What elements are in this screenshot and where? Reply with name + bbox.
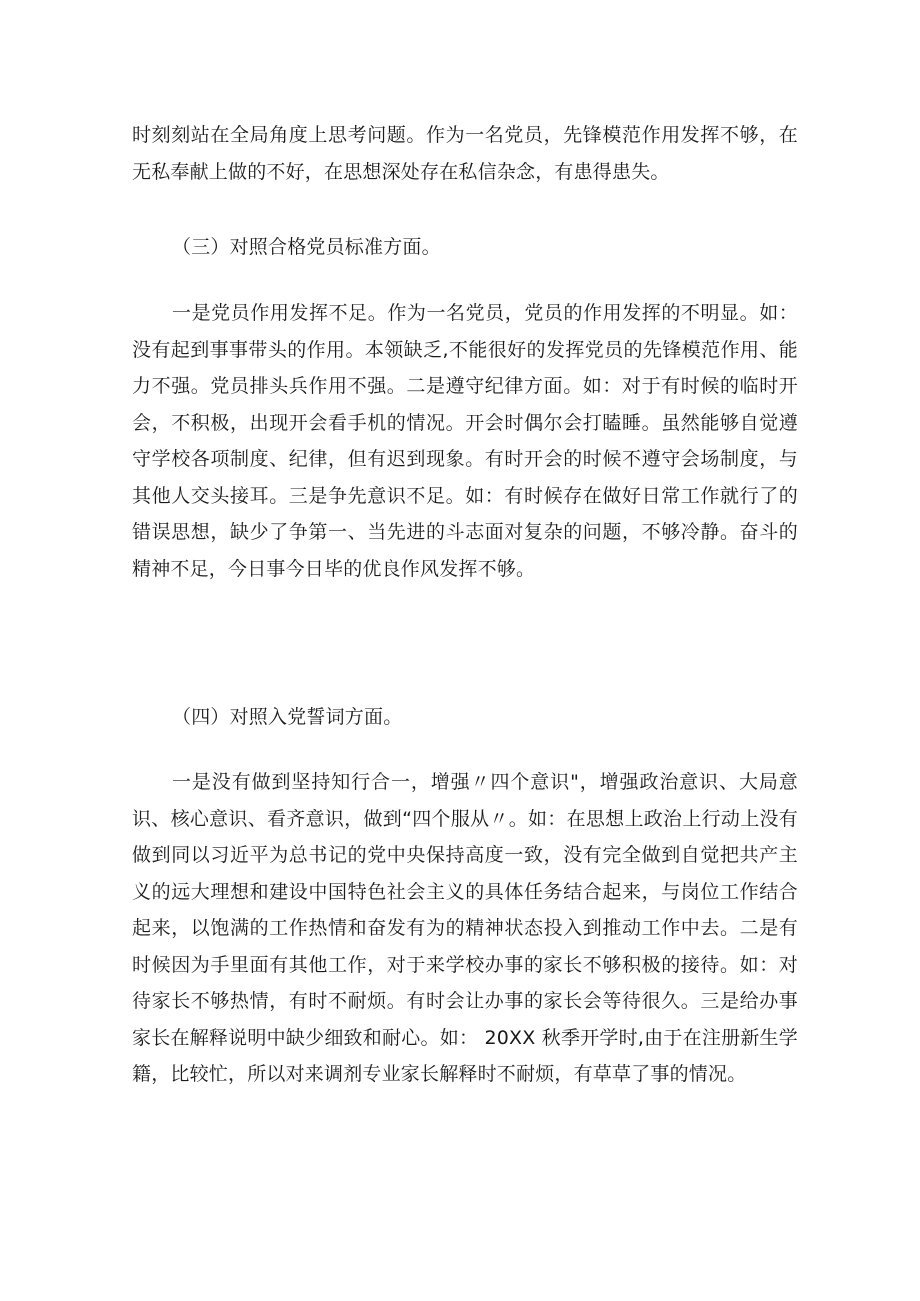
section-heading-4: （四）对照入党誓词方面。	[172, 706, 403, 728]
paragraph-qualified-member-standards: 一是党员作用发挥不足。作为一名党员，党员的作用发挥的不明显。如：没有起到事事带头的作用。本领缺乏,不能很好的发挥党员的先锋模范作用、能力不强。党员排头兵作用不强。二是遵守纪律方面。如：对于有时候的临时开会，不积极，出现开会看手机的情况。开会时偶尔会打瞌睡。虽然能够自觉遵守学校各项制度、纪律，但有迟到现象。有时开会的时候不遵守会场制度，与其他人交头接耳。三是争先意识不足。如：有时候存在做好日常工作就行了的错误思想，缺少了争第一、当先进的斗志面对复杂的问题，不够冷静。奋斗的精神不足，今日事今日毕的优良作风发挥不够。	[132, 302, 798, 580]
paragraph-continuation: 时刻刻站在全局角度上思考问题。作为一名党员，先锋模范作用发挥不够，在无私奉献上做的不好，在思想深处存在私信杂念，有患得患失。	[132, 124, 798, 183]
section-heading-3: （三）对照合格党员标准方面。	[172, 236, 441, 258]
paragraph-party-oath: 一是没有做到坚持知行合一，增强〃四个意识"，增强政治意识、大局意识、核心意识、看齐意识，做到“四个服从〃。如：在思想上政治上行动上没有做到同以习近平为总书记的党中央保持高度一致，没有完全做到自觉把共产主义的远大理想和建设中国特色社会主义的具体任务结合起来，与岗位工作结合起来，以饱满的工作热情和奋发有为的精神状态投入到推动工作中去。二是有时候因为手里面有其他工作，对于来学校办事的家长不够积极的接待。如：对待家长不够热情，有时不耐烦。有时会让办事的家长会等待很久。三是给办事家长在解释说明中缺少细致和耐心。如： 20XX 秋季开学时,由于在注册新生学籍，比较忙，所以对来调剂专业家长解释时不耐烦，有草草了事的情况。	[132, 771, 798, 1085]
